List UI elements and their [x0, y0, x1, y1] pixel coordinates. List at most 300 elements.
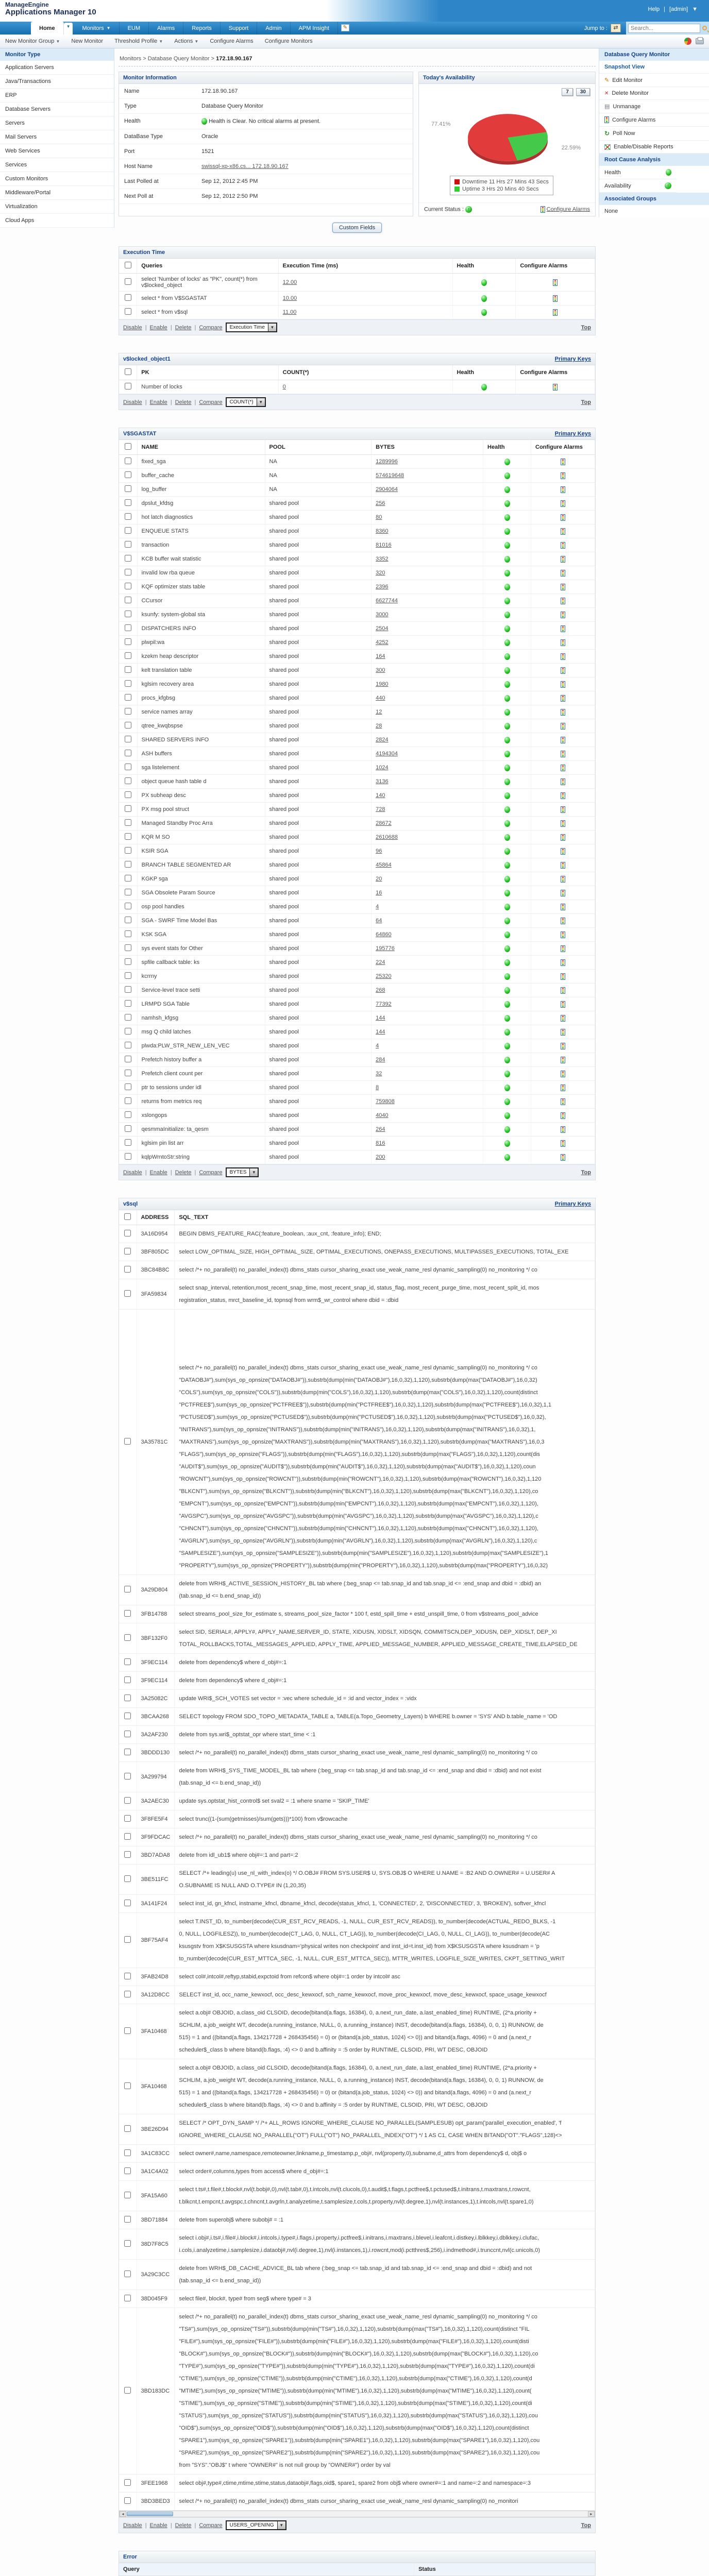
select-all-checkbox[interactable] [125, 262, 131, 268]
custom-fields-button[interactable]: Custom Fields [332, 223, 382, 233]
traffic-light-icon[interactable] [561, 653, 565, 660]
traffic-light-icon[interactable] [561, 1126, 565, 1133]
row-checkbox[interactable] [124, 1773, 131, 1780]
value-link[interactable]: 164 [376, 653, 385, 659]
row-checkbox[interactable] [125, 764, 131, 770]
row-checkbox[interactable] [124, 2240, 131, 2247]
row-checkbox[interactable] [125, 278, 131, 285]
traffic-light-icon[interactable] [561, 792, 565, 799]
value-link[interactable]: 6627744 [376, 598, 398, 604]
host-name-link[interactable]: swissql-xp-x86.cs... 172.18.90.167 [201, 163, 289, 170]
row-checkbox[interactable] [125, 1014, 131, 1021]
value-link[interactable]: 4252 [376, 639, 388, 646]
value-link[interactable]: 81016 [376, 542, 392, 548]
row-checkbox[interactable] [125, 457, 131, 464]
row-checkbox[interactable] [125, 875, 131, 882]
value-link[interactable]: 10.00 [283, 295, 297, 301]
value-link[interactable]: 3136 [376, 778, 388, 785]
sgastat-primary-keys-link[interactable]: Primary Keys [555, 431, 591, 437]
traffic-light-icon[interactable] [561, 500, 565, 507]
row-checkbox[interactable] [124, 1248, 131, 1255]
traffic-light-icon[interactable] [561, 667, 565, 674]
value-link[interactable]: 574619648 [376, 472, 404, 479]
value-link[interactable]: 816 [376, 1140, 385, 1146]
traffic-light-icon[interactable] [561, 625, 565, 632]
traffic-light-icon[interactable] [561, 1057, 565, 1063]
row-checkbox[interactable] [125, 917, 131, 923]
traffic-light-icon[interactable] [561, 556, 565, 563]
print-icon[interactable] [696, 38, 704, 44]
row-checkbox[interactable] [125, 958, 131, 965]
traffic-light-icon[interactable] [561, 1084, 565, 1091]
row-checkbox[interactable] [125, 680, 131, 687]
top-link[interactable]: Top [581, 2522, 591, 2529]
row-checkbox[interactable] [125, 308, 131, 315]
value-link[interactable]: 2904064 [376, 486, 398, 493]
checkbox-cell [119, 1623, 137, 1654]
row-checkbox[interactable] [124, 1875, 131, 1882]
traffic-light-icon[interactable] [553, 295, 558, 302]
row-checkbox[interactable] [124, 2295, 131, 2301]
footer-enable-link[interactable]: Enable [150, 1170, 167, 1176]
compare-select[interactable] [226, 1167, 259, 1177]
select-all-checkbox[interactable] [125, 368, 131, 375]
footer-disable-link[interactable]: Disable [123, 1170, 142, 1176]
row-checkbox[interactable] [124, 1694, 131, 1701]
row-checkbox[interactable] [125, 1111, 131, 1118]
row-checkbox[interactable] [125, 1139, 131, 1146]
value-link[interactable]: 268 [376, 987, 385, 993]
row-checkbox[interactable] [124, 1973, 131, 1979]
traffic-light-icon[interactable] [561, 681, 565, 688]
traffic-light-icon[interactable] [561, 890, 565, 896]
checkbox-cell [119, 1150, 137, 1164]
traffic-light-icon[interactable] [553, 384, 558, 391]
footer-delete-link[interactable]: Delete [175, 325, 192, 331]
row-checkbox[interactable] [124, 1290, 131, 1297]
traffic-light-icon[interactable] [561, 570, 565, 577]
rightbar-delete-monitor[interactable] [599, 87, 709, 100]
row-checkbox[interactable] [124, 2270, 131, 2277]
value-link[interactable]: 2504 [376, 625, 388, 632]
traffic-light-icon[interactable] [561, 876, 565, 883]
divider: | [194, 2522, 196, 2529]
value-link[interactable]: 1289996 [376, 459, 398, 465]
row-checkbox[interactable] [124, 1713, 131, 1719]
value-link[interactable]: 0 [283, 384, 286, 390]
traffic-light-icon[interactable] [561, 806, 565, 813]
traffic-light-icon[interactable] [561, 848, 565, 855]
help-link[interactable]: Help [648, 6, 660, 12]
value-link[interactable]: 96 [376, 848, 382, 854]
value-link[interactable]: 32 [376, 1071, 382, 1077]
sidebar-item-java-transactions[interactable]: Java/Transactions [0, 75, 114, 89]
row-checkbox[interactable] [125, 777, 131, 784]
value-link[interactable]: 2824 [376, 737, 388, 743]
traffic-light-icon[interactable] [561, 987, 565, 994]
traffic-light-icon[interactable] [561, 1140, 565, 1147]
traffic-light-icon[interactable] [561, 486, 565, 493]
row-checkbox[interactable] [125, 485, 131, 492]
row-checkbox[interactable] [124, 1815, 131, 1822]
row-checkbox[interactable] [124, 1936, 131, 1943]
row-checkbox[interactable] [125, 1000, 131, 1007]
row-checkbox[interactable] [124, 2125, 131, 2132]
value-link[interactable]: 28 [376, 723, 382, 729]
row-checkbox[interactable] [125, 986, 131, 993]
footer-delete-link[interactable]: Delete [175, 2522, 192, 2529]
value-link[interactable]: 200 [376, 1154, 385, 1160]
value-link[interactable]: 45864 [376, 862, 392, 868]
value-link[interactable]: 264 [376, 1126, 385, 1132]
value-link[interactable]: 300 [376, 667, 385, 673]
sidebar-item-web-services[interactable]: Web Services [0, 144, 114, 158]
row-checkbox[interactable] [125, 638, 131, 645]
traffic-light-icon[interactable] [561, 1043, 565, 1049]
traffic-light-icon[interactable] [561, 542, 565, 549]
row-checkbox[interactable] [125, 1153, 131, 1160]
rightbar-unmanage[interactable] [599, 100, 709, 113]
row-checkbox[interactable] [125, 1042, 131, 1048]
row-checkbox[interactable] [125, 805, 131, 812]
traffic-light-icon[interactable] [561, 1029, 565, 1036]
subnav-configure-alarms[interactable]: Configure Alarms [210, 38, 253, 44]
row-checkbox[interactable] [125, 972, 131, 979]
chevron-down-icon[interactable]: ▼ [277, 2521, 285, 2529]
traffic-light-icon[interactable] [561, 1098, 565, 1105]
row-checkbox[interactable] [125, 930, 131, 937]
row-checkbox[interactable] [124, 1586, 131, 1592]
subnav-actions[interactable]: Actions ▼ [174, 38, 198, 44]
bytes-cell [372, 1081, 483, 1095]
subnav-new-monitor-group[interactable]: New Monitor Group ▼ [5, 38, 60, 44]
footer-disable-link[interactable]: Disable [123, 2522, 142, 2529]
value-link[interactable]: 64 [376, 918, 382, 924]
traffic-light-icon[interactable] [561, 918, 565, 924]
tab-alarms[interactable]: Alarms [149, 22, 183, 35]
scroll-right-icon[interactable]: ► [588, 2511, 595, 2517]
home-caret-icon[interactable]: ▼ [64, 23, 73, 35]
footer-delete-link[interactable]: Delete [175, 399, 192, 405]
rightbar-enable-disable-reports[interactable] [599, 141, 709, 154]
sql-line: 515) = 1 and ((bitand(a.flags, 134217728 + 268435456) = 0) or (bitand(a.job_status, 1024) <> 0)) and bitand(a.flags, 4096) = 0 and (a.next_r [179, 2087, 590, 2099]
value-link[interactable]: 28672 [376, 820, 392, 826]
search-input[interactable] [628, 24, 700, 33]
value-link[interactable]: 144 [376, 1029, 385, 1035]
row-checkbox[interactable] [125, 750, 131, 756]
traffic-light-icon[interactable] [561, 751, 565, 757]
traffic-light-icon[interactable] [561, 973, 565, 980]
row-checkbox[interactable] [124, 1438, 131, 1445]
value-link[interactable]: 11.00 [283, 309, 297, 315]
tab-reports[interactable]: Reports [183, 22, 221, 35]
sidebar-item-erp[interactable]: ERP [0, 89, 114, 103]
row-checkbox[interactable] [125, 791, 131, 798]
row-checkbox[interactable] [125, 736, 131, 742]
traffic-light-icon[interactable] [553, 279, 558, 286]
select-all-checkbox[interactable] [125, 443, 131, 450]
footer-compare-link[interactable]: Compare [199, 1170, 222, 1176]
vsql-horizontal-scrollbar[interactable] [119, 2511, 595, 2517]
value-link[interactable]: 195776 [376, 945, 395, 952]
traffic-light-icon[interactable] [561, 834, 565, 841]
footer-compare-link[interactable]: Compare [199, 325, 222, 331]
value-link[interactable]: 224 [376, 959, 385, 965]
row-checkbox[interactable] [125, 383, 131, 389]
row-checkbox[interactable] [124, 1991, 131, 1997]
tab-apm-insight[interactable]: APM Insight [291, 22, 338, 35]
row-checkbox[interactable] [125, 903, 131, 909]
value-link[interactable]: 144 [376, 1015, 385, 1021]
value-link[interactable]: 64860 [376, 931, 392, 938]
row-checkbox[interactable] [125, 499, 131, 506]
row-checkbox[interactable] [124, 1851, 131, 1858]
tab-monitors[interactable]: Monitors ▼ [74, 22, 119, 35]
top-link[interactable]: Top [581, 399, 591, 405]
row-checkbox[interactable] [125, 294, 131, 301]
traffic-light-icon[interactable] [561, 528, 565, 535]
footer-disable-link[interactable]: Disable [123, 325, 142, 331]
row-checkbox[interactable] [125, 597, 131, 603]
value-link[interactable]: 440 [376, 695, 385, 701]
row-checkbox[interactable] [124, 2497, 131, 2504]
value-link[interactable]: 1024 [376, 765, 388, 771]
row-checkbox[interactable] [125, 819, 131, 826]
row-checkbox[interactable] [124, 2216, 131, 2223]
row-checkbox[interactable] [125, 1125, 131, 1132]
vsql-primary-keys-link[interactable]: Primary Keys [555, 1201, 591, 1207]
search-icon[interactable] [702, 26, 707, 30]
traffic-light-icon[interactable] [561, 1112, 565, 1119]
traffic-light-icon[interactable] [561, 1015, 565, 1022]
row-checkbox[interactable] [125, 541, 131, 548]
breadcrumb-monitors[interactable]: Monitors [120, 56, 141, 62]
row-checkbox[interactable] [125, 1083, 131, 1090]
value-link[interactable]: 728 [376, 806, 385, 812]
availability-pie-icon[interactable] [684, 38, 691, 45]
row-checkbox[interactable] [125, 527, 131, 534]
row-checkbox[interactable] [125, 569, 131, 575]
tab-home[interactable]: Home [31, 22, 64, 35]
top-link[interactable]: Top [581, 325, 591, 331]
sidebar-item-middleware-portal[interactable]: Middleware/Portal [0, 186, 114, 200]
row-checkbox[interactable] [125, 861, 131, 868]
row-checkbox[interactable] [125, 889, 131, 895]
admin-caret-icon[interactable]: ▼ [692, 6, 698, 12]
value-link[interactable]: 320 [376, 570, 385, 576]
row-checkbox[interactable] [125, 624, 131, 631]
traffic-light-icon[interactable] [561, 472, 565, 479]
row-checkbox[interactable] [124, 1749, 131, 1755]
footer-enable-link[interactable]: Enable [150, 399, 167, 405]
traffic-light-icon[interactable] [561, 709, 565, 716]
value-link[interactable]: 12 [376, 709, 382, 715]
row-checkbox[interactable] [124, 2479, 131, 2486]
row-checkbox[interactable] [124, 1230, 131, 1236]
top-link[interactable]: Top [581, 1170, 591, 1176]
breadcrumb-type[interactable]: Database Query Monitor [148, 56, 210, 62]
value-link[interactable]: 4 [376, 904, 379, 910]
row-checkbox[interactable] [124, 2167, 131, 2174]
value-link[interactable]: 4194304 [376, 751, 398, 757]
row-checkbox[interactable] [125, 471, 131, 478]
row-checkbox[interactable] [125, 694, 131, 701]
traffic-light-icon[interactable] [561, 945, 565, 952]
value-link[interactable]: 20 [376, 876, 382, 882]
value-link[interactable]: 77392 [376, 1001, 392, 1007]
sidebar-item-servers[interactable]: Servers [0, 116, 114, 130]
value-link[interactable]: 2396 [376, 584, 388, 590]
row-checkbox[interactable] [125, 944, 131, 951]
row-checkbox[interactable] [125, 611, 131, 617]
row-checkbox[interactable] [124, 1797, 131, 1804]
traffic-light-icon[interactable] [561, 598, 565, 604]
tab-admin[interactable]: Admin [257, 22, 290, 35]
traffic-light-icon[interactable] [561, 695, 565, 702]
value-link[interactable]: 3000 [376, 612, 388, 618]
traffic-light-icon[interactable] [561, 778, 565, 785]
value-link[interactable]: 4040 [376, 1112, 388, 1118]
rightbar-configure-alarms[interactable] [599, 113, 709, 127]
snapshot-view-link[interactable]: Snapshot View [599, 61, 709, 74]
sidebar-item-application-servers[interactable]: Application Servers [0, 61, 114, 75]
value-link[interactable]: 759808 [376, 1098, 395, 1105]
pool-cell: shared pool [265, 1095, 372, 1109]
tab-eum[interactable]: EUM [120, 22, 149, 35]
row-checkbox[interactable] [124, 2149, 131, 2156]
row-checkbox[interactable] [125, 583, 131, 589]
row-checkbox[interactable] [124, 1610, 131, 1617]
value-link[interactable]: 140 [376, 792, 385, 799]
value-link[interactable]: 256 [376, 500, 385, 506]
row-checkbox[interactable] [124, 1833, 131, 1840]
row-checkbox[interactable] [124, 1658, 131, 1665]
value-link[interactable]: 8 [376, 1084, 379, 1091]
value-link[interactable]: 80 [376, 514, 382, 520]
row-checkbox[interactable] [125, 708, 131, 715]
availability-configure-alarms[interactable]: Configure Alarms [541, 206, 590, 213]
edit-icon[interactable]: ✎ [341, 24, 349, 31]
pool-cell: shared pool [265, 1081, 372, 1095]
value-link[interactable]: 284 [376, 1057, 385, 1063]
sidebar-item-custom-monitors[interactable]: Custom Monitors [0, 172, 114, 186]
sidebar-item-services[interactable]: Services [0, 158, 114, 172]
checkbox-cell [119, 747, 137, 761]
traffic-light-icon[interactable] [561, 612, 565, 618]
traffic-light-icon[interactable] [561, 737, 565, 743]
footer-enable-link[interactable]: Enable [150, 325, 167, 331]
traffic-light-icon[interactable] [561, 639, 565, 646]
rightbar-poll-now[interactable] [599, 127, 709, 141]
sidebar-item-virtualization[interactable]: Virtualization [0, 200, 114, 214]
row-checkbox[interactable] [124, 2082, 131, 2089]
checkbox-cell [119, 2163, 137, 2181]
row-checkbox[interactable] [124, 2387, 131, 2394]
row-checkbox[interactable] [125, 1070, 131, 1076]
range-30-button[interactable]: 30 [576, 88, 590, 96]
traffic-light-icon[interactable] [561, 931, 565, 938]
subnav-threshold-profile[interactable]: Threshold Profile ▼ [114, 38, 163, 44]
traffic-light-icon[interactable] [561, 765, 565, 771]
traffic-light-icon[interactable] [561, 959, 565, 966]
value-link[interactable]: 4 [376, 1043, 379, 1049]
sidebar-item-cloud-apps[interactable]: Cloud Apps [0, 214, 114, 228]
sidebar-item-mail-servers[interactable]: Mail Servers [0, 130, 114, 144]
locked-primary-keys-link[interactable]: Primary Keys [555, 356, 591, 362]
chevron-down-icon[interactable]: ▼ [257, 398, 265, 406]
footer-disable-link[interactable]: Disable [123, 399, 142, 405]
chevron-down-icon[interactable]: ▼ [268, 324, 276, 331]
footer-delete-link[interactable]: Delete [175, 1170, 192, 1176]
row-checkbox[interactable] [125, 666, 131, 673]
traffic-light-icon[interactable] [561, 459, 565, 465]
value-link[interactable]: 8360 [376, 528, 388, 534]
traffic-light-icon[interactable] [561, 584, 565, 590]
row-checkbox[interactable] [125, 1097, 131, 1104]
row-checkbox[interactable] [125, 833, 131, 840]
sidebar-item-database-servers[interactable]: Database Servers [0, 103, 114, 116]
row-checkbox[interactable] [125, 652, 131, 659]
footer-compare-link[interactable]: Compare [199, 399, 222, 405]
scroll-left-icon[interactable]: ◄ [120, 2511, 126, 2517]
row-checkbox[interactable] [125, 1028, 131, 1035]
row-checkbox[interactable] [125, 722, 131, 728]
range-7-button[interactable]: 7 [562, 88, 573, 96]
value-link[interactable]: 16 [376, 890, 382, 896]
value-link[interactable]: 2610688 [376, 834, 398, 840]
select-all-checkbox[interactable] [124, 1213, 131, 1220]
admin-menu[interactable]: [admin] [669, 6, 688, 12]
row-checkbox[interactable] [124, 1266, 131, 1273]
chevron-down-icon[interactable]: ▼ [249, 1168, 258, 1176]
traffic-light-icon[interactable] [561, 1154, 565, 1161]
row-checkbox[interactable] [125, 555, 131, 562]
traffic-light-icon[interactable] [561, 820, 565, 827]
compare-select[interactable] [226, 2520, 286, 2530]
row-checkbox[interactable] [124, 1634, 131, 1641]
row-checkbox[interactable] [125, 513, 131, 520]
row-checkbox[interactable] [124, 2192, 131, 2198]
rightbar-edit-monitor[interactable] [599, 74, 709, 87]
traffic-light-icon[interactable] [561, 1001, 565, 1008]
compare-select[interactable] [226, 323, 277, 332]
traffic-light-icon[interactable] [561, 904, 565, 910]
subnav-new-monitor[interactable]: New Monitor [71, 38, 103, 44]
value-link[interactable]: 3352 [376, 556, 388, 562]
traffic-light-icon[interactable] [553, 309, 558, 316]
row-checkbox[interactable] [125, 847, 131, 854]
row-checkbox[interactable] [124, 1900, 131, 1906]
row-checkbox[interactable] [124, 1731, 131, 1737]
traffic-light-icon[interactable] [561, 514, 565, 521]
row-checkbox[interactable] [124, 1676, 131, 1683]
compare-select[interactable] [226, 397, 266, 407]
value-link[interactable]: 1980 [376, 681, 388, 687]
row-checkbox[interactable] [125, 1056, 131, 1062]
scrollbar-thumb[interactable] [127, 2512, 173, 2516]
row-checkbox[interactable] [124, 2027, 131, 2034]
value-link[interactable]: 25320 [376, 973, 392, 979]
subnav-configure-monitors[interactable]: Configure Monitors [265, 38, 313, 44]
traffic-light-icon[interactable] [561, 1071, 565, 1077]
footer-enable-link[interactable]: Enable [150, 2522, 167, 2529]
traffic-light-icon[interactable] [561, 723, 565, 730]
tab-support[interactable]: Support [221, 22, 258, 35]
footer-compare-link[interactable]: Compare [199, 2522, 222, 2529]
jump-to-icon[interactable]: ⇄ [611, 24, 621, 32]
value-link[interactable]: 12.00 [283, 279, 297, 285]
traffic-light-icon[interactable] [561, 862, 565, 869]
